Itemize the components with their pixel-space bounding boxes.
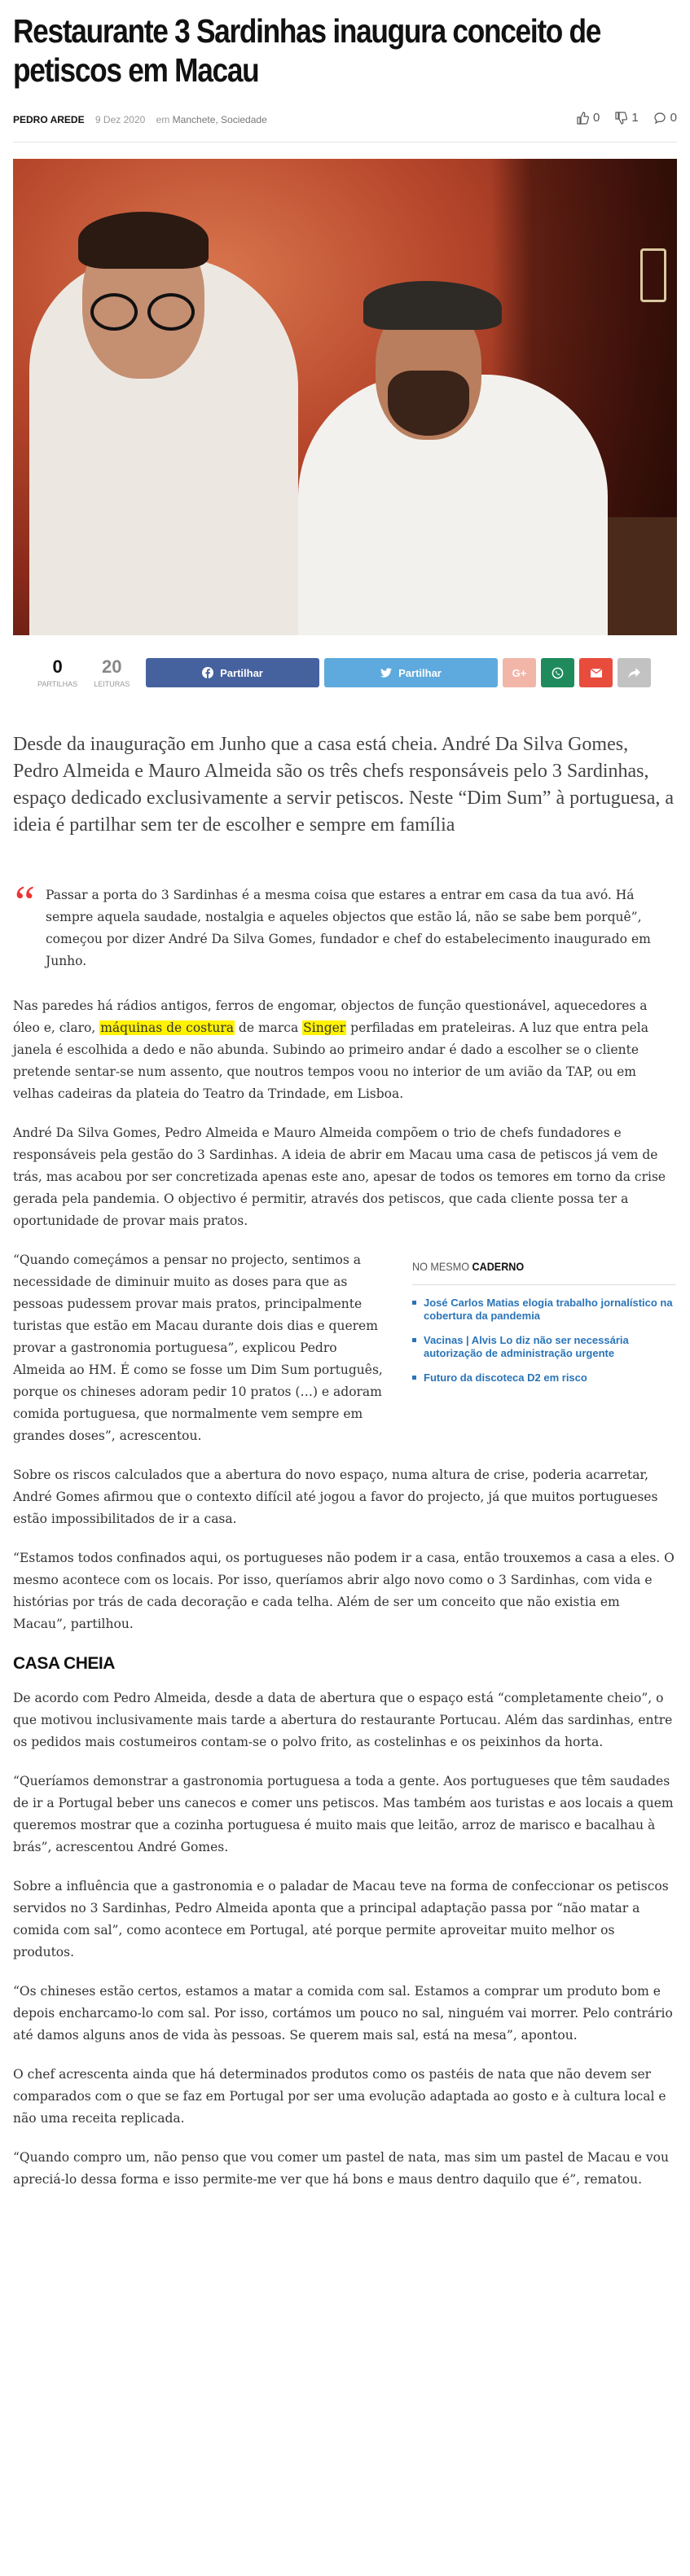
shares-label: PARTILHAS	[37, 680, 78, 688]
related-link[interactable]: Vacinas | Alvis Lo diz não ser necessária autorização de administração urgente	[412, 1334, 677, 1360]
hero-photo	[13, 159, 677, 635]
twitter-label: Partilhar	[398, 666, 442, 679]
paragraph: André Da Silva Gomes, Pedro Almeida e Mauro Almeida compõem o trio de chefs fundadores e responsáveis pela gestão do 3 Sardinhas. A ideia de abrir em Macau uma casa de petiscos já vem de trás, mas acabou por ser concretizada apenas este ano, apesar de todos os temores em torno da crise gerada pela pandemia. O objectivo é permitir, através dos petiscos, que cada cliente possa ter a oportunidade de provar mais pratos.	[13, 1126, 666, 1228]
envelope-icon	[591, 669, 602, 678]
whatsapp-icon	[552, 667, 564, 679]
like-button[interactable]	[576, 111, 600, 125]
facebook-share-button[interactable]	[146, 658, 319, 687]
views-counter	[94, 658, 130, 691]
pull-quote	[13, 877, 677, 972]
em-label: em	[156, 114, 170, 125]
comments-button[interactable]	[653, 111, 677, 125]
dislike-button[interactable]	[614, 111, 638, 125]
shares-counter	[37, 658, 77, 691]
comment-count: 0	[670, 111, 677, 125]
section-heading: CASA CHEIA	[13, 1654, 115, 1673]
quote-mark-icon: “	[15, 877, 35, 928]
share-bar	[13, 635, 677, 713]
views-count: 20	[101, 656, 122, 677]
article-meta	[13, 96, 677, 143]
dislike-count: 1	[631, 111, 639, 125]
related-link[interactable]: José Carlos Matias elogia trabalho jornalístico na cobertura da pandemia	[412, 1297, 677, 1323]
comment-icon	[653, 112, 666, 125]
paragraph: Nas paredes há rádios antigos, ferros de engomar, objectos de função questionável, aquecedores a óleo e, claro, máquinas de costura de marca Singer perfiladas em prateleiras. A luz que entra pela janela é escolhida a dedo e não abunda. Subindo ao primeiro andar é dado a escolher se o cliente pretende sentar-se num assento, que noutros tempos voou no interior de um avião da TAP, ou em velhas cadeiras da plateia do Teatro da Trindade, em Lisboa.	[13, 998, 648, 1101]
google-plus-icon: G+	[512, 666, 527, 679]
more-share-button[interactable]	[617, 658, 651, 687]
paragraph: Sobre a influência que a gastronomia e o paladar de Macau teve na forma de confeccionar os petiscos servidos no 3 Sardinhas, Pedro Almeida aponta que a principal adaptação passa por “não matar a comida com sal”, como acontece em Portugal, até porque permite aproveitar muito melhor os produtos.	[13, 1879, 669, 1959]
twitter-share-button[interactable]	[324, 658, 498, 687]
paragraph: De acordo com Pedro Almeida, desde a data de abertura que o espaço está “completamente cheio”, o que motivou inclusivamente mais tarde a abertura do restaurante Portucau. Além das sardinhas, entre os pedidos mais costumeiros contam-se o polvo frito, as costelinhas e os peixinhos da horta.	[13, 1691, 673, 1749]
author-link[interactable]: PEDRO AREDE	[13, 114, 85, 125]
facebook-icon	[202, 667, 213, 678]
share-arrow-icon	[628, 668, 640, 678]
views-label: LEITURAS	[94, 680, 130, 688]
google-plus-share-button[interactable]	[503, 658, 536, 687]
paragraph: “Quando compro um, não penso que vou comer um pastel de nata, mas sim um pastel de Macau e vou apreciá-lo dessa forma e isso permite-me ver que há bons e maus dentro daquilo que é”, rematou.	[13, 2150, 669, 2187]
quote-text: Passar a porta do 3 Sardinhas é a mesma coisa que estares a entrar em casa da tua avó. Há sempre aquela saudade, nostalgia e aqueles objectos que estão lá, não se sabe bem porquê”, começou por dizer André Da Silva Gomes, fundador e chef do estabelecimento inaugurado em Junho.	[46, 888, 651, 968]
wall-lamp	[640, 248, 666, 302]
article-lead: Desde da inauguração em Junho que a casa está cheia. André Da Silva Gomes, Pedro Almeida e Mauro Almeida são os três chefs responsáveis pelo 3 Sardinhas, espaço dedicado exclusivamente a servir petiscos. Neste “Dim Sum” à portuguesa, a ideia é partilhar sem ter de escolher e sempre em família	[13, 734, 675, 836]
related-sidebar	[412, 1256, 677, 1396]
like-count: 0	[592, 111, 600, 125]
article-title: Restaurante 3 Sardinhas inaugura conceito de petiscos em Macau	[13, 12, 601, 89]
paragraph: Sobre os riscos calculados que a abertura do novo espaço, numa altura de crise, poderia acarretar, André Gomes afirmou que o contexto difícil até jogou a favor do projecto, já que muitos portugueses estão impossibilitados de ir a casa.	[13, 1468, 658, 1526]
paragraph: “Quando começámos a pensar no projecto, sentimos a necessidade de diminuir muito as doses para que as pessoas pudessem provar mais pratos, principalmente turistas que estão em Macau durante dois dias e querem provar a gastronomia portuguesa”, explicou Pedro Almeida ao HM. É como se fosse um Dim Sum português, porque os chineses adoram pedir 10 pratos (…) e adoram comida portuguesa, que normalmente vem sempre em grandes doses”, acrescentou.	[13, 1253, 383, 1443]
paragraph: “Os chineses estão certos, estamos a matar a comida com sal. Estamos a comprar um produto bom e depois encharcamo-lo com sal. Por isso, cortámos um pouco no sal, ninguém vai morrer. Pelo contrário até damos alguns anos de vida às pessoas. Se querem mais sal, está na mesa”, apontou.	[13, 1984, 673, 2043]
highlight-sewing-machines: máquinas de costura	[100, 1020, 234, 1035]
paragraph: “Queríamos demonstrar a gastronomia portuguesa a toda a gente. Aos portugueses que têm saudades de ir a Portugal beber uns canecos e comer uns petiscos. Mas também aos turistas e aos locais a quem queremos mostrar que a cozinha portuguesa é muito mais que leitão, arroz de marisco e bacalhau à brás”, acrescentou André Gomes.	[13, 1774, 674, 1854]
article-body	[13, 995, 677, 2191]
shares-count: 0	[52, 656, 63, 677]
related-link[interactable]: Futuro da discoteca D2 em risco	[412, 1371, 677, 1385]
thumbs-down-icon	[614, 112, 627, 125]
publish-date: 9 Dez 2020	[94, 114, 146, 125]
twitter-icon	[380, 668, 392, 678]
paragraph: “Estamos todos confinados aqui, os portugueses não podem ir a casa, então trouxemos a casa a eles. O mesmo acontece com os locais. Por isso, queríamos abrir algo novo como o 3 Sardinhas, com vida e histórias por trás de cada decoração e cada telha. Além de ser um conceito que não existia em Macau”, partilhou.	[13, 1551, 675, 1631]
category-links[interactable]: Manchete, Sociedade	[172, 114, 267, 125]
highlight-singer: Singer	[303, 1020, 346, 1035]
email-share-button[interactable]	[579, 658, 613, 687]
thumbs-up-icon	[576, 112, 589, 125]
facebook-label: Partilhar	[220, 666, 263, 679]
article	[13, 0, 677, 2191]
paragraph: O chef acrescenta ainda que há determinados produtos como os pastéis de nata que não devem ser comparados com o que se faz em Portugal por ser uma evolução adaptada ao gosto e à cultura local e não uma receita replicada.	[13, 2067, 666, 2126]
whatsapp-share-button[interactable]	[541, 658, 574, 687]
sidebar-heading: NO MESMO CADERNO	[412, 1256, 676, 1285]
